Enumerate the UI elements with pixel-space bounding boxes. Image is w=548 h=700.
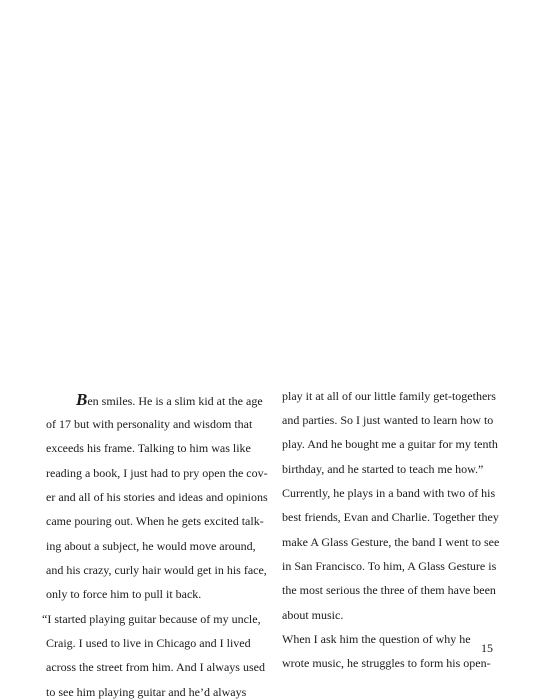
text-line: exceeds his frame. Talking to him was like — [46, 441, 251, 455]
text-line: “I started playing guitar because of my uncle, — [42, 612, 261, 626]
text-line: make A Glass Gesture, the band I went to see — [282, 535, 500, 549]
text-line: across the street from him. And I always used — [46, 660, 265, 674]
text-line: in San Francisco. To him, A Glass Gesture is — [282, 559, 497, 573]
text-line: only to force him to pull it back. — [46, 587, 202, 601]
text-line: er and all of his stories and ideas and opinions — [46, 490, 268, 504]
text-line: When I ask him the question of why he — [282, 632, 471, 646]
page-number: 15 — [481, 641, 493, 655]
text-line: of 17 but with personality and wisdom that — [46, 417, 253, 431]
text-line: ing about a subject, he would move around, — [46, 539, 256, 553]
text-line: the most serious the three of them have been — [282, 583, 496, 597]
text-line: play it at all of our little family get-togethers — [282, 389, 496, 403]
drop-cap: B — [76, 390, 88, 409]
text-line: and his crazy, curly hair would get in his face, — [46, 563, 267, 577]
text-line: to see him playing guitar and he’d always — [46, 685, 247, 699]
text-line: and parties. So I just wanted to learn how to — [282, 413, 494, 427]
text-line: came pouring out. When he gets excited talk- — [46, 514, 264, 528]
text-line: birthday, and he started to teach me how.” — [282, 462, 484, 476]
first-line — [76, 390, 263, 409]
text-line: reading a book, I just had to pry open the cov- — [46, 466, 268, 480]
text-line: wrote music, he struggles to form his open- — [282, 656, 491, 670]
text-line: about music. — [282, 608, 344, 622]
text-line: Craig. I used to live in Chicago and I lived — [46, 636, 251, 650]
text-line: play. And he bought me a guitar for my tenth — [282, 437, 498, 451]
text-line: best friends, Evan and Charlie. Together they — [282, 510, 499, 524]
first-line-text: en smiles. He is a slim kid at the age — [87, 394, 263, 408]
text-line: Currently, he plays in a band with two of his — [282, 486, 496, 500]
